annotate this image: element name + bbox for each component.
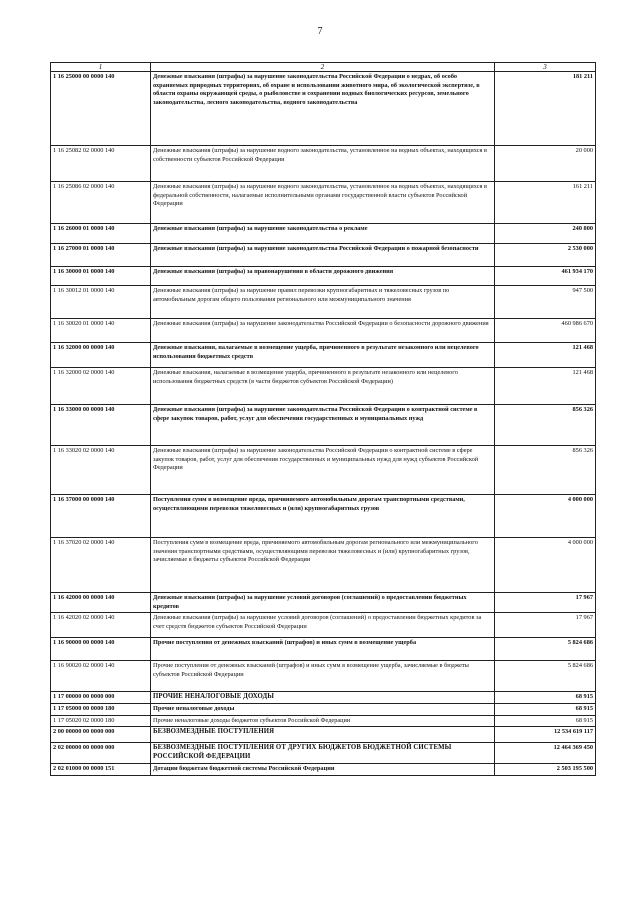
amount-cell: 12 464 369 450 [495, 743, 596, 764]
table-row [51, 405, 596, 446]
budget-code-cell: 1 16 30020 01 0000 140 [51, 319, 151, 343]
table-row [51, 661, 596, 692]
amount-cell: 5 824 686 [495, 638, 596, 661]
table-row [51, 319, 596, 343]
budget-code-cell: 1 16 32000 02 0000 140 [51, 368, 151, 405]
amount-cell: 2 503 195 500 [495, 764, 596, 776]
budget-code-cell: 1 16 27000 01 0000 140 [51, 244, 151, 267]
budget-code-cell: 1 16 26000 01 0000 140 [51, 224, 151, 244]
table-row [51, 704, 596, 716]
table-row [51, 343, 596, 368]
revenue-name-cell: Денежные взыскания (штрафы) за нарушение водного законодательства, установленное на водных объектах, находящихся в федеральной собственности, налагаемые исполнительными органами государственной власти субъектов Российской Федерации [151, 182, 495, 224]
amount-cell: 121 468 [495, 368, 596, 405]
revenue-name-cell: Денежные взыскания (штрафы) за нарушение законодательства Российской Федерации о контрактной системе в сфере закупок товаров, работ, услуг для обеспечения государственных и муниципальных нужд для нужд субъектов Российской Федерации [151, 446, 495, 495]
budget-code-cell: 1 17 00000 00 0000 000 [51, 692, 151, 704]
amount-cell: 4 000 000 [495, 495, 596, 538]
table-row [51, 613, 596, 638]
amount-cell: 161 211 [495, 182, 596, 224]
table-row [51, 182, 596, 224]
budget-code-cell: 1 16 37000 00 0000 140 [51, 495, 151, 538]
amount-cell: 20 000 [495, 146, 596, 182]
amount-cell: 181 211 [495, 72, 596, 146]
budget-code-cell: 1 16 42000 00 0000 140 [51, 593, 151, 613]
table-row [51, 638, 596, 661]
amount-cell: 68 915 [495, 704, 596, 716]
table-row [51, 146, 596, 182]
column-number-3: 3 [495, 63, 596, 72]
table-row [51, 727, 596, 743]
table-row [51, 267, 596, 286]
revenue-name-cell: БЕЗВОЗМЕЗДНЫЕ ПОСТУПЛЕНИЯ [151, 727, 495, 743]
table-row [51, 286, 596, 319]
table-row [51, 72, 596, 146]
amount-cell: 461 934 170 [495, 267, 596, 286]
amount-cell: 2 530 000 [495, 244, 596, 267]
revenue-name-cell: Денежные взыскания (штрафы) за нарушение законодательства Российской Федерации о недрах, об особо охраняемых природных территориях, об охране и использовании животного мира, об экологической экспертизе, в области охраны окружающей среды, о рыболовстве и сохранении водных биологических ресурсов, земельного законодательства, лесного законодательства, водного законодательства [151, 72, 495, 146]
budget-code-cell: 1 16 32000 00 0000 140 [51, 343, 151, 368]
revenue-name-cell: Поступления сумм в возмещение вреда, причиняемого автомобильным дорогам регионального или межмуниципального значения транспортными средствами, осуществляющими перевозки тяжеловесных и (или) крупногабаритных грузов, зачисляемые в бюджеты субъектов Российской Федерации [151, 538, 495, 593]
table-row [51, 593, 596, 613]
revenue-name-cell: Прочие поступления от денежных взысканий (штрафов) и иных сумм в возмещение ущерба [151, 638, 495, 661]
table-row [51, 224, 596, 244]
budget-code-cell: 1 16 90000 00 0000 140 [51, 638, 151, 661]
revenue-name-cell: Денежные взыскания (штрафы) за нарушение условий договоров (соглашений) о предоставлении бюджетных кредитов [151, 593, 495, 613]
budget-code-cell: 1 16 30000 01 0000 140 [51, 267, 151, 286]
amount-cell: 12 534 619 117 [495, 727, 596, 743]
revenue-name-cell: БЕЗВОЗМЕЗДНЫЕ ПОСТУПЛЕНИЯ ОТ ДРУГИХ БЮДЖЕТОВ БЮДЖЕТНОЙ СИСТЕМЫ РОССИЙСКОЙ ФЕДЕРАЦИИ [151, 743, 495, 764]
amount-cell: 68 915 [495, 715, 596, 727]
revenue-name-cell: Денежные взыскания (штрафы) за нарушение законодательства Российской Федерации о безопасности дорожного движения [151, 319, 495, 343]
revenue-name-cell: Денежные взыскания (штрафы) за нарушение законодательства о рекламе [151, 224, 495, 244]
revenue-name-cell: Дотации бюджетам бюджетной системы Российской Федерации [151, 764, 495, 776]
table-header-row [51, 63, 596, 72]
budget-code-cell: 1 17 05020 02 0000 180 [51, 715, 151, 727]
amount-cell: 460 986 670 [495, 319, 596, 343]
revenue-name-cell: Денежные взыскания (штрафы) за нарушение правил перевозки крупногабаритных и тяжеловесных грузов по автомобильным дорогам общего пользования регионального или межмуниципального значения [151, 286, 495, 319]
table-row [51, 743, 596, 764]
amount-cell: 240 800 [495, 224, 596, 244]
revenue-name-cell: Прочие неналоговые доходы бюджетов субъектов Российской Федерации [151, 715, 495, 727]
revenue-name-cell: ПРОЧИЕ НЕНАЛОГОВЫЕ ДОХОДЫ [151, 692, 495, 704]
amount-cell: 121 468 [495, 343, 596, 368]
budget-code-cell: 1 16 30012 01 0000 140 [51, 286, 151, 319]
table-row [51, 692, 596, 704]
revenue-name-cell: Денежные взыскания (штрафы) за нарушение водного законодательства, установленное на водных объектах, находящихся в собственности субъектов Российской Федерации [151, 146, 495, 182]
amount-cell: 17 967 [495, 593, 596, 613]
table-row [51, 764, 596, 776]
revenue-name-cell: Денежные взыскания (штрафы) за нарушение условий договоров (соглашений) о предоставлении бюджетных кредитов за счет средств бюджетов субъектов Российской Федерации [151, 613, 495, 638]
revenue-name-cell: Денежные взыскания (штрафы) за правонарушения в области дорожного движения [151, 267, 495, 286]
budget-code-cell: 1 16 42020 02 0000 140 [51, 613, 151, 638]
revenue-name-cell: Денежные взыскания, налагаемые в возмещение ущерба, причиненного в результате незаконного или нецелевого использования бюджетных средств (в части бюджетов субъектов Российской Федерации) [151, 368, 495, 405]
budget-code-cell: 1 16 33020 02 0000 140 [51, 446, 151, 495]
revenue-name-cell: Денежные взыскания (штрафы) за нарушение законодательства Российской Федерации о контрактной системе в сфере закупок товаров, работ, услуг для обеспечения государственных и муниципальных нужд [151, 405, 495, 446]
amount-cell: 5 824 686 [495, 661, 596, 692]
table-row [51, 368, 596, 405]
table-row [51, 446, 596, 495]
page-number: 7 [317, 26, 323, 37]
table-body [51, 72, 596, 776]
table-row [51, 495, 596, 538]
budget-code-cell: 1 16 25000 00 0000 140 [51, 72, 151, 146]
table-row [51, 715, 596, 727]
revenue-name-cell: Прочие поступления от денежных взысканий (штрафов) и иных сумм в возмещение ущерба, зачисляемые в бюджеты субъектов Российской Федерации [151, 661, 495, 692]
amount-cell: 856 326 [495, 446, 596, 495]
column-number-1: 1 [51, 63, 151, 72]
table-row [51, 244, 596, 267]
budget-code-cell: 2 02 01000 00 0000 151 [51, 764, 151, 776]
revenue-name-cell: Денежные взыскания, налагаемые в возмещение ущерба, причиненного в результате незаконного или нецелевого использования бюджетных средств [151, 343, 495, 368]
revenue-table [50, 62, 596, 776]
amount-cell: 17 967 [495, 613, 596, 638]
amount-cell: 68 915 [495, 692, 596, 704]
budget-code-cell: 2 00 00000 00 0000 000 [51, 727, 151, 743]
budget-code-cell: 1 17 05000 00 0000 180 [51, 704, 151, 716]
column-number-2: 2 [151, 63, 495, 72]
revenue-name-cell: Денежные взыскания (штрафы) за нарушение законодательства Российской Федерации о пожарной безопасности [151, 244, 495, 267]
revenue-name-cell: Прочие неналоговые доходы [151, 704, 495, 716]
budget-code-cell: 1 16 25082 02 0000 140 [51, 146, 151, 182]
budget-code-cell: 1 16 25086 02 0000 140 [51, 182, 151, 224]
budget-code-cell: 1 16 33000 00 0000 140 [51, 405, 151, 446]
amount-cell: 856 326 [495, 405, 596, 446]
amount-cell: 4 000 000 [495, 538, 596, 593]
revenue-name-cell: Поступления сумм в возмещение вреда, причиняемого автомобильным дорогам транспортными средствами, осуществляющими перевозки тяжеловесных и (или) крупногабаритных грузов [151, 495, 495, 538]
budget-code-cell: 1 16 90020 02 0000 140 [51, 661, 151, 692]
amount-cell: 947 500 [495, 286, 596, 319]
table-row [51, 538, 596, 593]
budget-code-cell: 2 02 00000 00 0000 000 [51, 743, 151, 764]
budget-code-cell: 1 16 37020 02 0000 140 [51, 538, 151, 593]
